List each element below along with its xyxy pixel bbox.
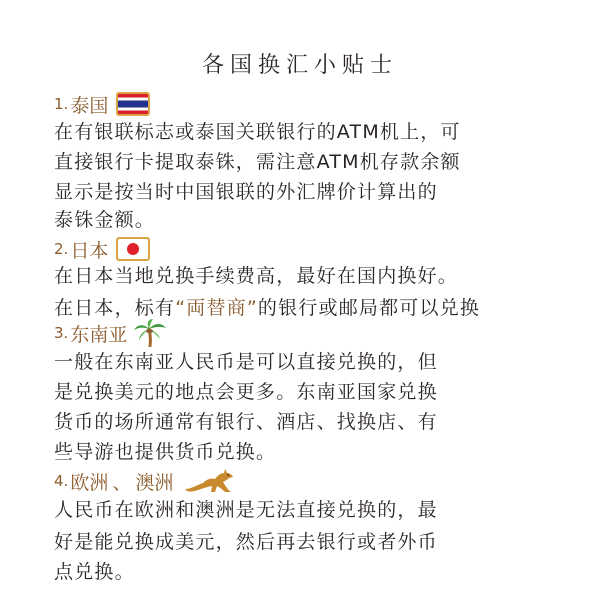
japan-flag-icon — [116, 237, 150, 261]
paragraph-line: 泰铢金额。 — [54, 209, 156, 231]
paragraph-line: 一般在东南亚人民币是可以直接兑换的，但 — [54, 351, 438, 373]
kangaroo-icon — [181, 467, 237, 495]
line-text: 在日本，标有 — [54, 297, 176, 319]
section-heading-europe-australia — [54, 468, 237, 494]
section-title-2: 澳洲 — [135, 471, 174, 494]
paragraph-line: 人民币在欧洲和澳洲是无法直接兑换的，最 — [54, 499, 438, 521]
section-number: 1. — [54, 95, 69, 113]
section-number: 4. — [54, 472, 69, 490]
paragraph-line: 货币的场所通常有银行、酒店、找换店、有 — [54, 411, 438, 433]
paragraph-line: 好是能兑换成美元，然后再去银行或者外币 — [54, 531, 438, 553]
paragraph-line: 在日本当地兑换手续费高，最好在国内换好。 — [54, 265, 459, 287]
paragraph-line-exchange — [54, 294, 480, 322]
thailand-flag-icon — [116, 92, 150, 116]
line-text: 的银行或邮局都可以兑换 — [257, 297, 481, 319]
section-title: 日本 — [70, 239, 109, 262]
paragraph-line: 是兑换美元的地点会更多。东南亚国家兑换 — [54, 381, 438, 403]
page-title: 各国换汇小贴士 — [201, 53, 398, 78]
paragraph-line: 点兑换。 — [54, 561, 135, 583]
paragraph-line: 显示是按当时中国银联的外汇牌价计算出的 — [54, 181, 438, 203]
section-heading-thailand — [54, 91, 150, 117]
paragraph-line: 在有银联标志或泰国关联银行的ATM机上，可 — [54, 121, 461, 143]
paragraph-line: 些导游也提供货币兑换。 — [54, 441, 277, 463]
section-heading-japan — [54, 236, 150, 262]
highlighted-quote: “両替商” — [175, 297, 258, 319]
palm-tree-icon — [133, 319, 167, 347]
section-number: 2. — [54, 240, 69, 258]
section-number: 3. — [54, 324, 69, 342]
section-title: 欧洲 — [70, 471, 109, 494]
separator: 、 — [112, 471, 132, 494]
section-title: 东南亚 — [70, 323, 128, 346]
section-heading-southeast-asia — [54, 320, 167, 346]
section-title: 泰国 — [70, 94, 109, 117]
paragraph-line: 直接银行卡提取泰铢，需注意ATM机存款余额 — [54, 151, 461, 173]
